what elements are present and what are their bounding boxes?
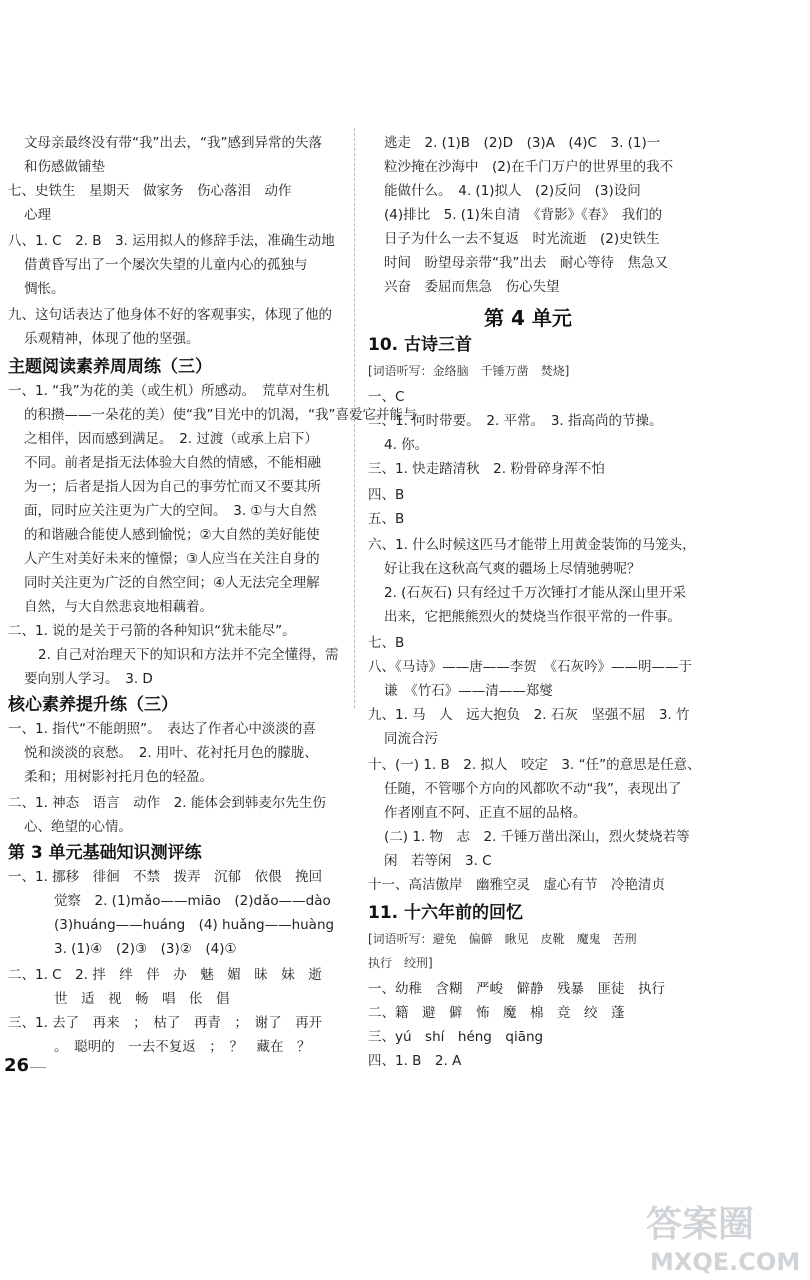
text-line: 谦 《竹石》——清——郑燮	[384, 683, 553, 699]
text-line: 不同。前者是指无法体验大自然的情感，不能相融	[24, 455, 321, 471]
watermark-logo	[636, 1196, 806, 1276]
text-line: 日子为什么一去不复返 时光流逝 (2)史铁生	[384, 231, 660, 247]
section-heading: 主题阅读素养周周练（三）	[8, 357, 212, 377]
text-line: 借黄昏写出了一个屡次失望的儿童内心的孤独与	[24, 257, 308, 273]
text-line: 四、1. B 2. A	[368, 1053, 462, 1069]
text-line: 人产生对美好未来的憧憬；③人应当在关注自身的	[24, 551, 320, 567]
text-line: 出来，它把熊熊烈火的焚烧当作很平常的一件事。	[384, 609, 681, 625]
text-line: (3)huáng——huáng (4) huǎng——huàng	[54, 917, 335, 933]
unit-title: 第 4 单元	[484, 306, 572, 330]
text-line: 同时关注更为广泛的自然空间；④人无法完全理解	[24, 575, 320, 591]
text-line: 一、1. 挪移 徘徊 不禁 拨弄 沉郁 依偎 挽回	[8, 869, 323, 885]
text-line: 一、C	[368, 389, 405, 405]
text-line: 执行 绞刑]	[368, 956, 433, 970]
text-line: 要向别人学习。 3. D	[24, 671, 153, 687]
text-line: 粒沙掩在沙海中 (2)在千门万户的世界里的我不	[384, 159, 674, 175]
watermark-url: MXQE.COM	[650, 1248, 801, 1276]
text-line: 时间 盼望母亲带“我”出去 耐心等待 焦急又	[384, 255, 668, 271]
text-line: 十一、高洁傲岸 幽雅空灵 虚心有节 冷艳清贞	[368, 877, 665, 893]
text-line: 和伤感做铺垫	[24, 159, 105, 175]
text-line: [词语听写：金络脑 千锤万凿 焚烧]	[368, 364, 570, 378]
text-line: 2. (石灰石) 只有经过千万次锤打才能从深山里开采	[384, 585, 686, 601]
text-line: 七、B	[368, 635, 405, 651]
text-line: 一、1. 指代“不能朗照”。 表达了作者心中淡淡的喜	[8, 721, 316, 737]
text-line: 2. 自己对治理天下的知识和方法并不完全懂得，需	[38, 647, 339, 663]
text-line: 二、1. 说的是关于弓箭的各种知识“犹未能尽”。	[8, 623, 296, 639]
text-line: 好让我在这秋高气爽的疆场上尽情驰骋呢？	[384, 561, 641, 577]
text-line: 乐观精神，体现了他的坚强。	[24, 331, 200, 347]
text-line: 三、yú shí héng qiāng	[368, 1029, 544, 1045]
text-line: 四、B	[368, 487, 405, 503]
text-line: 三、1. 快走踏清秋 2. 粉骨碎身浑不怕	[368, 461, 605, 477]
text-line: 的和谐融合能使人感到愉悦；②大自然的美好能使	[24, 527, 320, 543]
text-line: 面，同时应关注更为广大的空间。 3. ①与大自然	[24, 503, 317, 519]
text-line: 六、1. 什么时候这匹马才能带上用黄金装饰的马笼头，	[368, 537, 696, 553]
section-heading: 11. 十六年前的回忆	[368, 903, 524, 923]
text-line: 十、(一) 1. B 2. 拟人 咬定 3. “任”的意思是任意、	[368, 757, 701, 773]
text-line: 一、1. “我”为花的美（或生机）所感动。 荒草对生机	[8, 383, 330, 399]
page-number-dash	[30, 1067, 46, 1068]
text-line: 八、1. C 2. B 3. 运用拟人的修辞手法，准确生动地	[8, 233, 335, 249]
text-line: [词语听写：避免 偏僻 瞅见 皮靴 魔鬼 苦刑	[368, 932, 637, 946]
text-line: 任随，不管哪个方向的风都吹不动“我”，表现出了	[384, 781, 682, 797]
text-line: 作者刚直不阿、正直不屈的品格。	[384, 805, 587, 821]
text-line: 心理	[24, 207, 51, 223]
text-line: 二、1. 何时带要。 2. 平常。 3. 指高尚的节操。	[368, 413, 663, 429]
section-heading: 第 3 单元基础知识测评练	[8, 843, 202, 863]
text-line: 五、B	[368, 511, 405, 527]
text-line: 为一；后者是指人因为自己的事劳忙而又不要其所	[24, 479, 321, 495]
text-line: 逃走 2. (1)B (2)D (3)A (4)C 3. (1)一	[384, 135, 661, 151]
text-line: 二、1. 神态 语言 动作 2. 能体会到韩麦尔先生伤	[8, 795, 326, 811]
text-line: 柔和；用树影衬托月色的轻盈。	[24, 769, 213, 785]
text-line: 兴奋 委屈而焦急 伤心失望	[384, 279, 560, 295]
text-line: 三、1. 去了 再来 ； 枯了 再青 ； 谢了 再开	[8, 1015, 323, 1031]
text-line: 觉察 2. (1)mǎo——miāo (2)dǎo——dào	[54, 893, 331, 909]
text-line: 惆怅。	[24, 281, 65, 297]
text-line: 九、这句话表达了他身体不好的客观事实，体现了他的	[8, 307, 332, 323]
text-line: 八、《马诗》——唐——李贺 《石灰吟》——明——于	[368, 659, 692, 675]
text-line: 七、史铁生 星期天 做家务 伤心落泪 动作	[8, 183, 292, 199]
text-line: 3. (1)④ (2)③ (3)② (4)①	[54, 941, 237, 957]
text-line: 。 聪明的 一去不复返 ； ？ 藏在 ？	[54, 1039, 311, 1055]
text-line: 心、绝望的心情。	[24, 819, 132, 835]
text-line: 4. 你。	[384, 437, 429, 453]
text-line: 二、1. C 2. 拌 绊 伴 办 魅 媚 昧 妹 逝	[8, 967, 322, 983]
text-line: 九、1. 马 人 远大抱负 2. 石灰 坚强不屈 3. 竹	[368, 707, 690, 723]
text-line: 二、籍 避 僻 怖 魔 棉 竞 绞 蓬	[368, 1005, 625, 1021]
text-line: (二) 1. 物 志 2. 千锤万凿出深山，烈火焚烧若等	[384, 829, 690, 845]
text-line: 一、幼稚 含糊 严峻 僻静 残暴 匪徒 执行	[368, 981, 665, 997]
text-line: 文母亲最终没有带“我”出去，“我”感到异常的失落	[24, 135, 322, 151]
section-heading: 核心素养提升练（三）	[8, 695, 178, 715]
text-line: 闲 若等闲 3. C	[384, 853, 492, 869]
text-line: 自然，与大自然悲哀地相藕着。	[24, 599, 213, 615]
text-line: 悦和淡淡的哀愁。 2. 用叶、花衬托月色的朦胧、	[24, 745, 318, 761]
page-number: 26	[4, 1055, 30, 1076]
text-line: 之相伴，因而感到满足。 2. 过渡（或承上启下）	[24, 431, 318, 447]
text-line: (4)排比 5. (1)朱自清 《背影》《春》 我们的	[384, 207, 663, 223]
text-line: 能做什么。 4. (1)拟人 (2)反问 (3)设问	[384, 183, 641, 199]
watermark-text: 答案圈	[646, 1204, 755, 1245]
text-line: 同流合污	[384, 731, 438, 747]
section-heading: 10. 古诗三首	[368, 335, 473, 355]
text-line: 世 适 视 畅 唱 伥 倡	[54, 991, 230, 1007]
text-line: 的积攒——一朵花的美）使“我”目光中的饥渴，“我”喜爱它并能与	[24, 407, 417, 423]
